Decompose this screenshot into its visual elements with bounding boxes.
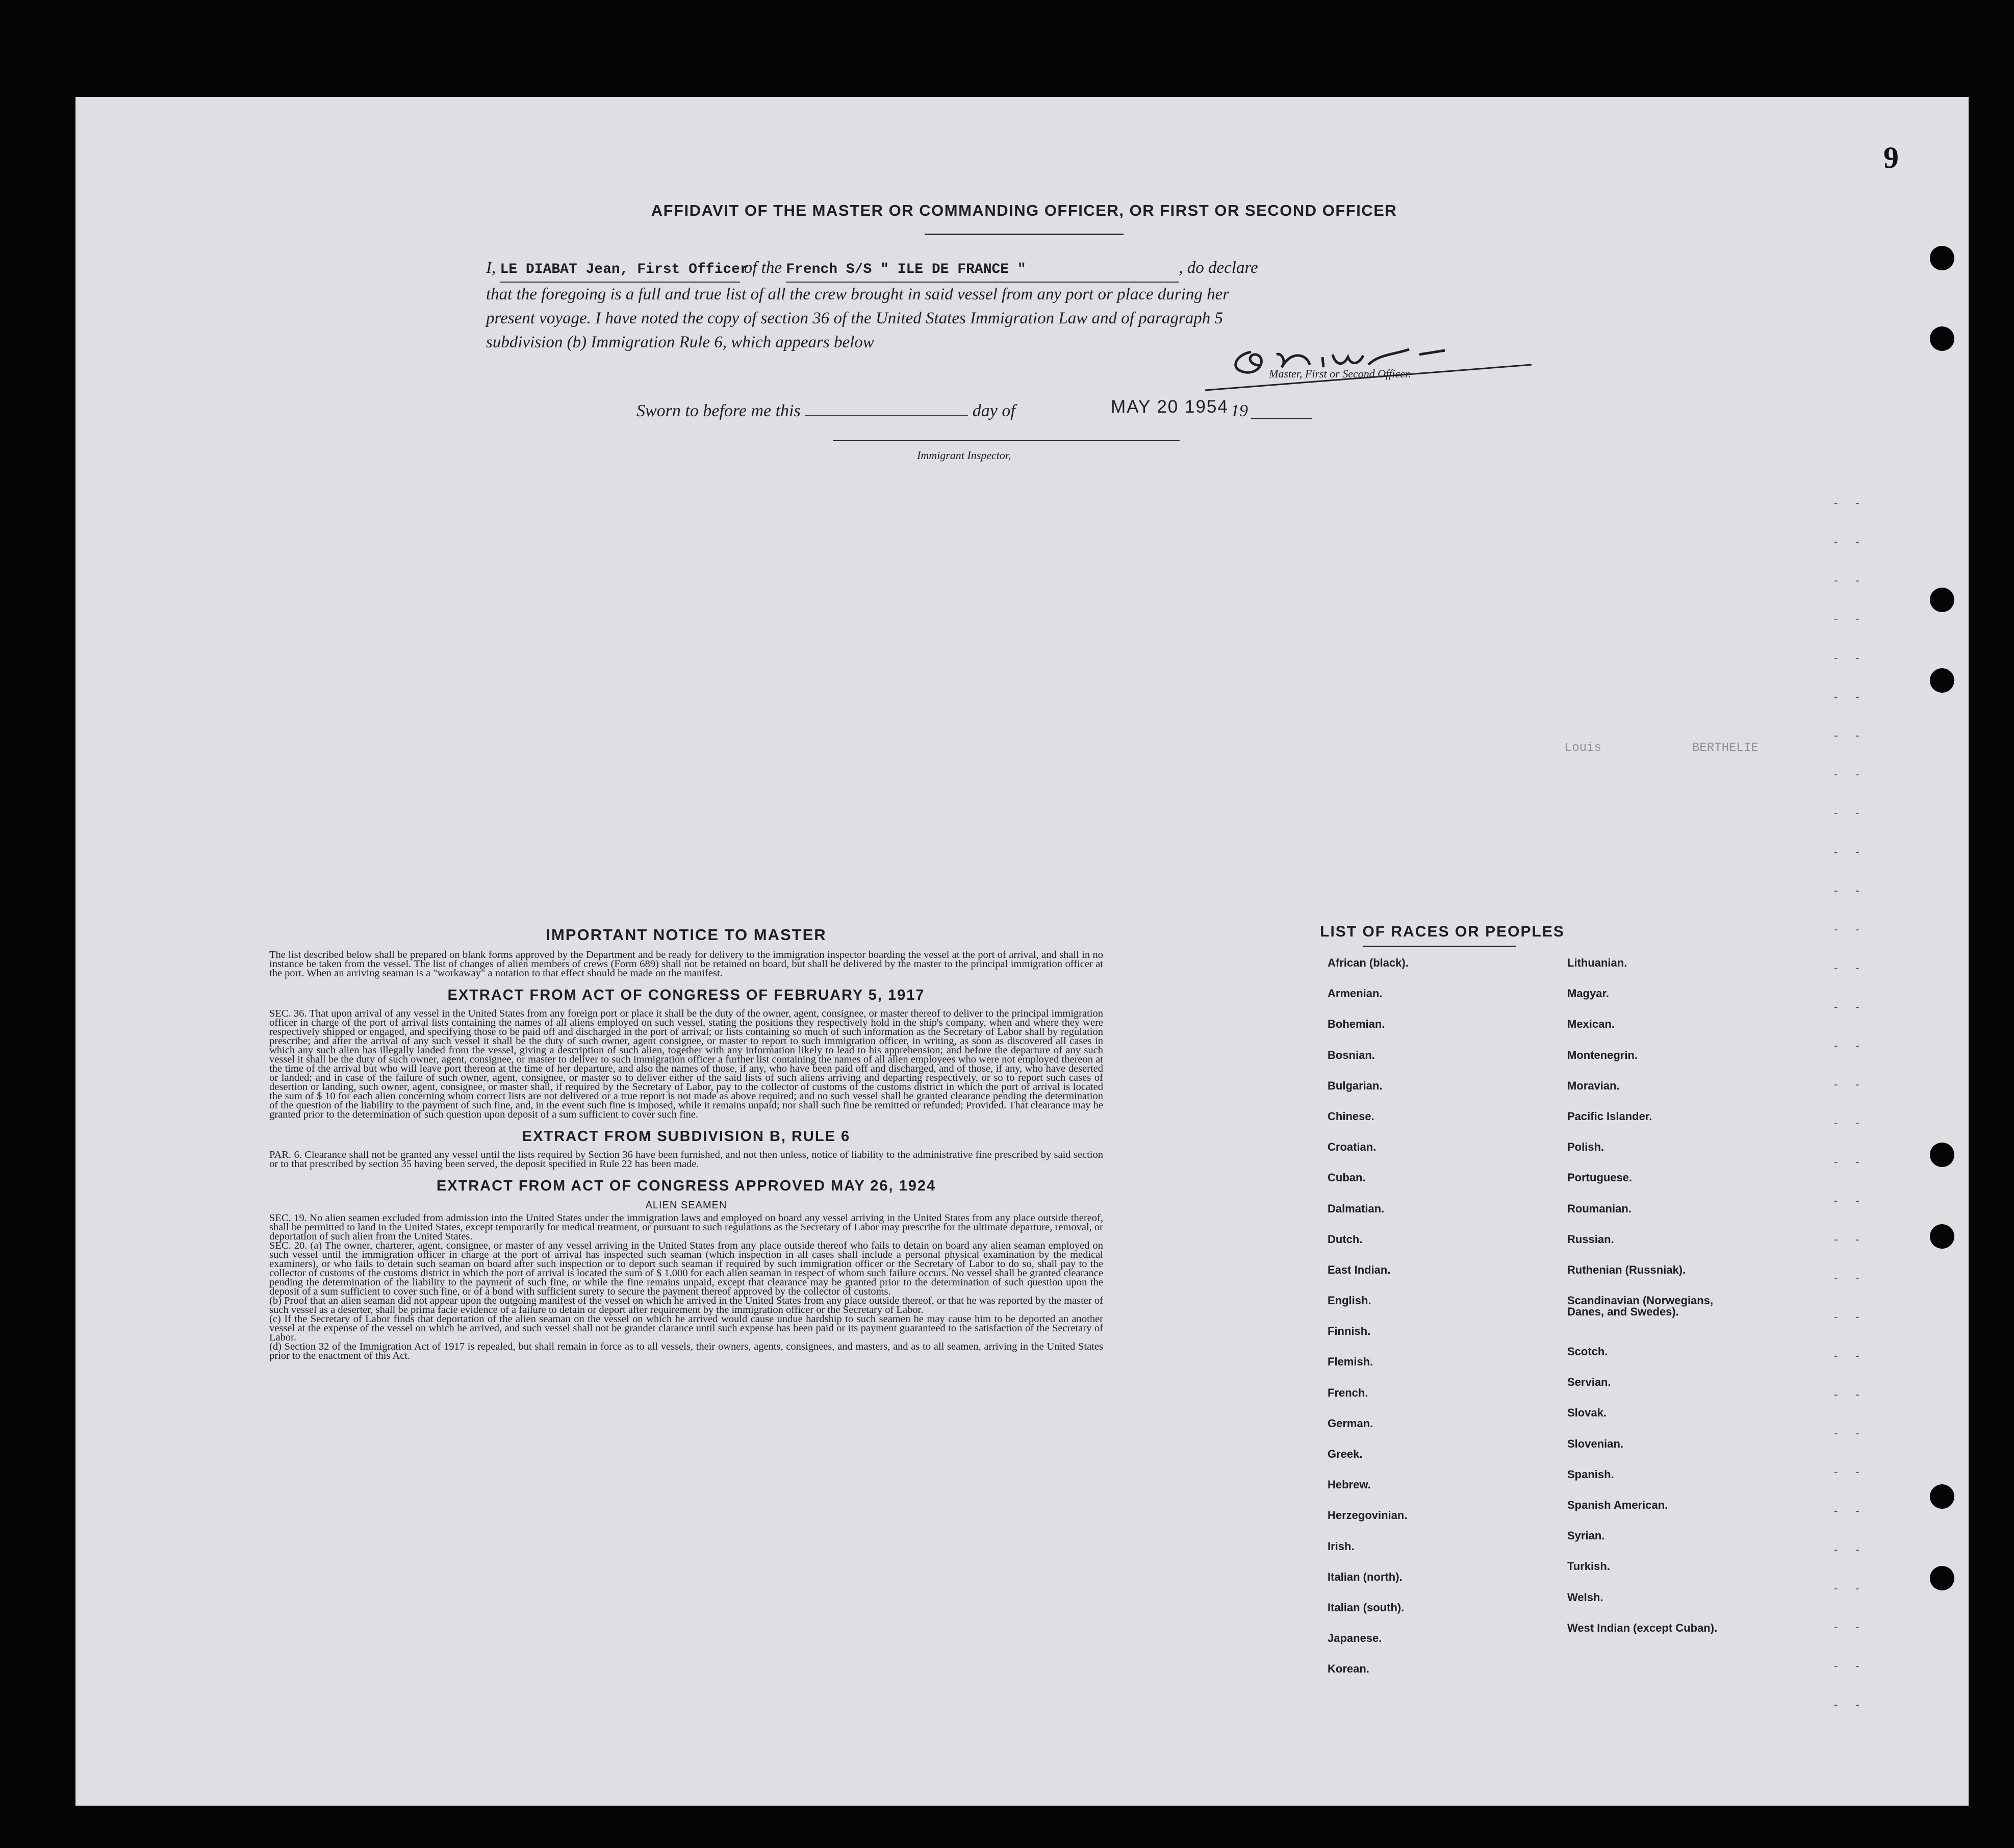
extract-1917-text: SEC. 36. That upon arrival of any vessel in the United States from any foreign port or place it shall be the duty of the owner, agent, consignee, or master thereof to deliver to the principal immigration officer in charge of the port of arrival lists containing the names of all aliens employed on such vessel, stating the positions they respectively hold in the ship's company, when and where they were respectively shipped or engaged, and specifying those to be paid off and discharged in the port of arrival; or lists containing so much of such information as the Secretary of Labor shall by regulation prescribe; and after the arrival of any such vessel it shall be the duty of such owner, agent consignee, or master to report to such immigration officer, in writing, as soon as discovered all cases in which any such alien has illegally landed from the vessel, giving a description of such alien, together with any information likely to lead to his apprehension; and before the departure of any such vessel it shall be the duty of such owner, agent, consignee, or master to deliver to such immigration officer a further list containing the names of all alien employees who were not employed thereon at the time of the arrival but who will leave port thereon at the time of her departure, and also the names of those, if any, who have been paid off and discharged, and of those, if any, who have deserted or landed; and in case of the failure of such owner, agent, consignee, or master so to deliver either of the said lists of such aliens arriving and departing respectively, or so to report such cases of desertion or landing, such owner, agent, consignee, or master shall, if required by the Secretary of Labor, pay to the collector of customs of the customs district in which the port of arrival is located the sum of $ 10 for each alien concerning whom correct lists are not delivered or a true report is not made as above required; and no such vessel shall be granted clearance pending the determination of the question of the liability to the payment of such fine, and, in the event such fine is imposed, while it remains unpaid; nor shall such fine be remitted or refunded; Provided. That clearance may be granted prior to the determination of such question upon deposit of a sum sufficient to cover such fine.	[269, 1008, 1103, 1120]
race-item: Servian.	[1567, 1376, 1611, 1389]
notice-section	[269, 926, 1103, 1360]
punch-hole	[1930, 326, 1954, 351]
vessel-name: French S/S " ILE DE FRANCE "	[786, 258, 1179, 283]
dash-mark: - -	[1832, 1505, 1865, 1518]
races-left-column	[1328, 957, 1567, 1694]
race-item: Finnish.	[1328, 1325, 1371, 1338]
race-item: Japanese.	[1328, 1632, 1382, 1645]
dash-mark: - -	[1832, 1428, 1865, 1440]
dash-mark: - -	[1832, 1273, 1865, 1285]
punch-hole	[1930, 246, 1954, 270]
dash-mark: - -	[1832, 1195, 1865, 1208]
race-item: Croatian.	[1328, 1141, 1376, 1154]
officer-signature	[1205, 334, 1552, 395]
dash-mark: - -	[1832, 769, 1865, 781]
races-section	[1233, 923, 1866, 1694]
dash-mark: - -	[1832, 1389, 1865, 1402]
bleed-through-given-name: Louis	[1565, 741, 1602, 755]
race-item: Turkish.	[1567, 1560, 1610, 1573]
race-item: French.	[1328, 1386, 1368, 1399]
race-item: Scotch.	[1567, 1345, 1608, 1358]
race-item: Dalmatian.	[1328, 1202, 1385, 1215]
race-item: Syrian.	[1567, 1529, 1605, 1542]
race-item: Slovak.	[1567, 1406, 1607, 1420]
sworn-text: Sworn to before me this	[636, 401, 801, 420]
race-item: Greek.	[1328, 1448, 1363, 1460]
dash-mark: - -	[1832, 1001, 1865, 1014]
races-title: LIST OF RACES OR PEOPLES	[1320, 923, 1565, 940]
extract-1924-sec20b: (b) Proof that an alien seaman did not appear upon the outgoing manifest of the vessel on which he arrived in the United States from any place outside thereof, or that he was reported by the master of such vessel as a deserter, shall be prima facie evidence of a failure to detain or deport after requirement by the immigration officer or the Secretary of Labor.	[269, 1295, 1103, 1315]
decl-line-3: present voyage. I have noted the copy of section 36 of the United States Immigration Law and of paragraph 5	[486, 309, 1223, 327]
race-item: Dutch.	[1328, 1232, 1363, 1246]
decl-line-2: that the foregoing is a full and true list of all the crew brought in said vessel from any port or place during her	[486, 285, 1230, 303]
dash-mark: - -	[1832, 652, 1865, 665]
affidavit-title: AFFIDAVIT OF THE MASTER OR COMMANDING OFFICER, OR FIRST OR SECOND OFFICER	[651, 201, 1397, 219]
dash-mark: - -	[1832, 924, 1865, 936]
corner-page-number: 9	[1883, 141, 1899, 174]
dash-mark: - -	[1832, 1234, 1865, 1247]
race-item: English.	[1328, 1294, 1371, 1307]
inspector-signature-line	[833, 440, 1180, 441]
dash-mark: - -	[1832, 1311, 1865, 1324]
dash-mark: - -	[1832, 807, 1865, 820]
extract-1924-sec20c: (c) If the Secretary of Labor finds that deportation of the alien seaman on the vessel on which he arrived would cause undue hardship to such seamen he may cause him to be deported an another vessel at the expense of the vessel on which he arrived, and such vessel shall not be grandet clarance until such expense has been paid or its payment guaranteed to the satisfaction of the Secretary of Labor.	[269, 1313, 1103, 1343]
sworn-line	[636, 401, 1015, 421]
extract-1924-sec20a: SEC. 20. (a) The owner, charterer, agent, consignee, or master of any vessel arriving in the United States from any place outside thereof who fails to detain on board any alien seaman employed on such vessel until the immigration officer in charge at the port of arrival has inspected such seaman (which inspection in all cases shall include a personal physical examination by the medical examiners), or who fails to detain such seaman on board after such inspection or to deport such seaman if required by such immigration officer or the Secretary of Labor to do so, shall pay to the collector of customs of the customs district in which the port of arrival is located the sum of $ 1.000 for each alien seaman in respect of whom such failure occurs. No vessel shall be granted clearance pending the determination of the liability to the payment of such fine, or while the fine remains unpaid, except that clearance may be granted prior to the determination of such question upon the deposit of a sum sufficient to cover such fine, or of a bond with sufficient surety to secure the payment thereof approved by the collector of customs.	[269, 1240, 1103, 1297]
title-underline	[925, 234, 1124, 235]
race-item: Pacific Islander.	[1567, 1109, 1652, 1123]
dash-mark: - -	[1832, 1583, 1865, 1596]
dash-mark: - -	[1832, 846, 1865, 859]
decl-prefix: I,	[486, 259, 496, 277]
decl-of-the: of the	[744, 259, 782, 277]
dash-mark: - -	[1832, 1118, 1865, 1130]
punch-hole	[1930, 1484, 1954, 1509]
extract-rule6-text: PAR. 6. Clearance shall not be granted any vessel until the lists required by Section 36 have been furnished, and not then unless, notice of liability to the administrative fine prescribed by said section or to that prescribed by section 35 having been served, the deposit specified in Rule 22 has been made.	[269, 1149, 1103, 1170]
day-of-text: day of	[972, 401, 1015, 420]
sworn-day-blank	[805, 415, 968, 416]
race-item: Armenian.	[1328, 987, 1383, 1000]
dash-mark: - -	[1832, 1040, 1865, 1053]
race-item: Lithuanian.	[1567, 956, 1627, 969]
race-item: African (black).	[1328, 956, 1409, 969]
bleed-through-surname: BERTHELIE	[1692, 741, 1758, 755]
dash-mark: - -	[1832, 691, 1865, 704]
punch-hole	[1930, 1143, 1954, 1167]
dash-mark: - -	[1832, 1466, 1865, 1479]
dash-mark: - -	[1832, 885, 1865, 898]
extract-1917-title: EXTRACT FROM ACT OF CONGRESS OF FEBRUARY 5, 1917	[447, 987, 925, 1003]
dash-mark: - -	[1832, 1350, 1865, 1363]
dash-mark: - -	[1832, 1660, 1865, 1673]
race-item: Scandinavian (Norwegians, Danes, and Swedes).	[1567, 1294, 1714, 1319]
race-item: Korean.	[1328, 1662, 1369, 1676]
punch-hole	[1930, 668, 1954, 693]
race-item: Bosnian.	[1328, 1048, 1375, 1061]
dash-mark: - -	[1832, 575, 1865, 588]
dash-mark: - -	[1832, 1699, 1865, 1712]
extract-1924-title: EXTRACT FROM ACT OF CONGRESS APPROVED MAY 26, 1924	[436, 1178, 936, 1194]
race-item: Hebrew.	[1328, 1478, 1371, 1491]
dash-mark: - -	[1832, 1079, 1865, 1092]
extract-rule6-title: EXTRACT FROM SUBDIVISION B, RULE 6	[522, 1128, 851, 1145]
race-item: Mexican.	[1567, 1018, 1615, 1031]
decl-suffix: , do declare	[1179, 259, 1258, 277]
races-right-column	[1567, 957, 1807, 1694]
extract-1924-sec20d: (d) Section 32 of the Immigration Act of 1917 is repealed, but shall remain in force as to all vessels, their owners, agents, consignees, and masters, and as to all seamen, arriving in the United States prior to the enactment of this Act.	[269, 1341, 1103, 1361]
race-item: Bohemian.	[1328, 1018, 1385, 1031]
race-item: Welsh.	[1567, 1590, 1603, 1604]
year-prefix: 19	[1231, 401, 1248, 420]
race-item: Italian (north).	[1328, 1570, 1403, 1583]
race-item: Slovenian.	[1567, 1437, 1624, 1450]
race-item: Portuguese.	[1567, 1171, 1633, 1184]
dash-mark: - -	[1832, 1544, 1865, 1557]
punch-hole	[1930, 1224, 1954, 1249]
race-item: Cuban.	[1328, 1171, 1366, 1184]
race-item: Spanish American.	[1567, 1499, 1668, 1511]
dash-mark: - -	[1832, 963, 1865, 975]
race-item: Magyar.	[1567, 987, 1609, 1000]
race-item: Italian (south).	[1328, 1601, 1405, 1614]
race-item: Moravian.	[1567, 1079, 1620, 1092]
date-stamp: MAY 20 1954	[1111, 397, 1229, 417]
race-item: Chinese.	[1328, 1109, 1374, 1123]
race-item: Herzegovinian.	[1328, 1509, 1408, 1522]
inspector-caption: Immigrant Inspector,	[917, 449, 1011, 462]
punch-hole	[1930, 1566, 1954, 1590]
race-item: Irish.	[1328, 1539, 1355, 1553]
dash-mark: - -	[1832, 730, 1865, 743]
race-item: East Indian.	[1328, 1263, 1391, 1276]
race-item: Polish.	[1567, 1141, 1604, 1154]
race-item: German.	[1328, 1416, 1373, 1430]
race-item: Montenegrin.	[1567, 1048, 1638, 1061]
race-item: Bulgarian.	[1328, 1079, 1383, 1092]
notice-title: IMPORTANT NOTICE TO MASTER	[546, 926, 827, 944]
dash-mark: - -	[1832, 1156, 1865, 1169]
manifest-page	[75, 97, 1969, 1806]
officer-name: LE DIABAT Jean, First Officer	[500, 258, 740, 283]
race-item: Roumanian.	[1567, 1202, 1631, 1215]
race-item: Russian.	[1567, 1232, 1614, 1246]
race-item: West Indian (except Cuban).	[1567, 1621, 1718, 1634]
dash-mark: - -	[1832, 1622, 1865, 1634]
dash-mark: - -	[1832, 614, 1865, 626]
races-title-underline	[1363, 946, 1516, 947]
punch-hole	[1930, 588, 1954, 612]
race-item: Spanish.	[1567, 1467, 1614, 1481]
race-item: Flemish.	[1328, 1355, 1373, 1369]
decl-line-4: subdivision (b) Immigration Rule 6, which appears below	[486, 333, 874, 351]
dash-mark: - -	[1832, 497, 1865, 510]
race-item: Ruthenian (Russniak).	[1567, 1263, 1686, 1276]
dash-mark: - -	[1832, 536, 1865, 549]
year-blank	[1251, 418, 1312, 419]
margin-dash-column	[1832, 497, 1909, 1738]
officer-caption: Master, First or Second Officer.	[1269, 367, 1411, 380]
notice-text: The list described below shall be prepared on blank forms approved by the Department and be ready for delivery to the immigration inspector boarding the vessel at the port of arrival, and shall in no instance be taken from the vessel. The list of changes of alien members of crews (Form 689) shall not be retained on board, but shall be delivered by the master to the principal immigration officer at the port. When an arriving seaman is a "workaway" a notation to that effect should be made on the manifest.	[269, 949, 1103, 979]
extract-1924-subtitle: ALIEN SEAMEN	[645, 1200, 727, 1211]
extract-1924-sec19: SEC. 19. No alien seamen excluded from admission into the United States under the immigration laws and employed on board any vessel arriving in the United States from any place outside thereof, shall be permitted to land in the United States, except temporarily for medical treatment, or pursuant to such regulations as the Secretary of Labor may prescribe for the ultimate departure, removal, or deportation of such alien from the United States.	[269, 1212, 1103, 1242]
